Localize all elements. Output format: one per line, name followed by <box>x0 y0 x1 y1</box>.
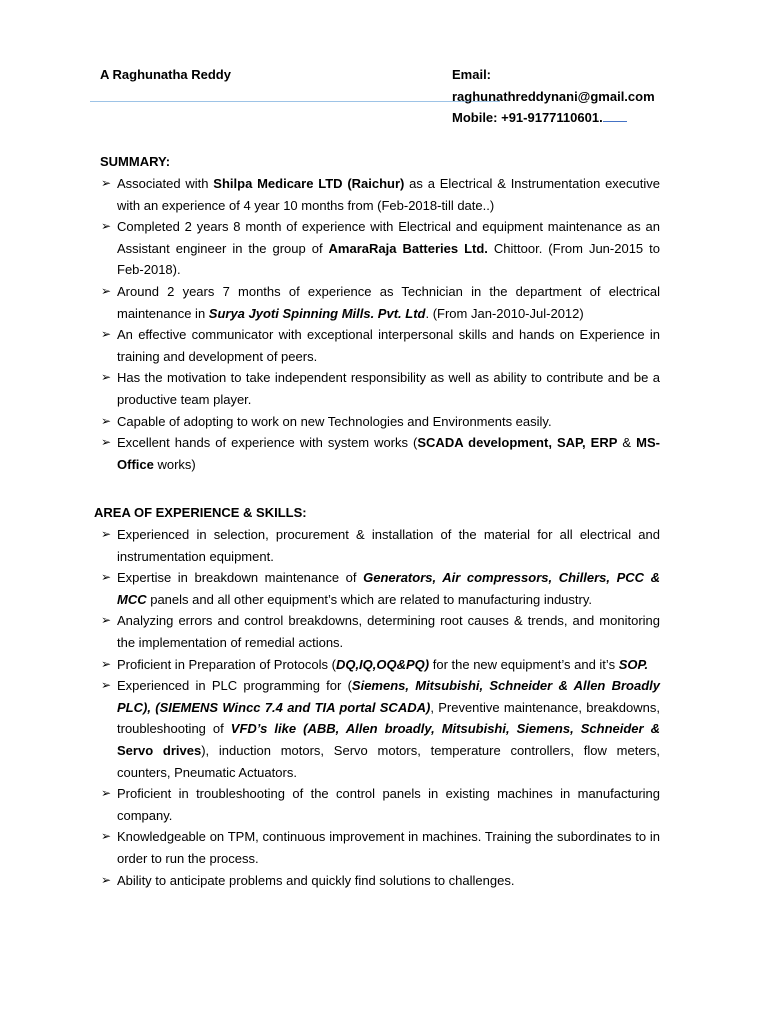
header-divider <box>90 101 500 102</box>
mobile-line <box>452 107 655 129</box>
skills-item-text: Proficient in troubleshooting of the control panels in existing machines in manufacturing company. <box>117 786 660 823</box>
summary-item-text: AmaraRaja Batteries Ltd. <box>328 240 488 256</box>
summary-item-text: Chittoor. (From Jun-2015 to Feb-2018). <box>117 240 660 278</box>
skills-item-text: Generators, Air compressors, Chillers, PCC & MCC <box>117 570 660 607</box>
candidate-name: A Raghunatha Reddy <box>100 67 231 82</box>
skills-title: AREA OF EXPERIENCE & SKILLS: <box>94 505 307 520</box>
summary-item-text: Excellent hands of experience with system works ( <box>117 435 418 451</box>
skills-item-text: Expertise in breakdown maintenance of <box>117 570 364 586</box>
bullet-arrow-icon: ➢ <box>101 413 112 428</box>
summary-title: SUMMARY: <box>100 154 171 169</box>
skills-list <box>101 524 660 891</box>
email-label: Email: <box>452 67 492 82</box>
bullet-arrow-icon: ➢ <box>101 829 112 844</box>
email-value[interactable]: raghunathreddynani@gmail.com <box>452 88 655 104</box>
skills-item-text: Analyzing errors and control breakdowns, determining root causes & trends, and monitoring the implementation of remedial actions. <box>117 613 660 650</box>
summary-list <box>101 173 660 475</box>
skills-item <box>101 826 660 869</box>
bullet-arrow-icon: ➢ <box>101 786 112 801</box>
skills-item <box>101 870 660 892</box>
skills-item-text: Experienced in PLC programming for ( <box>117 678 352 694</box>
skills-item <box>101 567 660 610</box>
summary-item-text: Has the motivation to take independent responsibility as well as ability to contribute and be a productive team player. <box>117 370 660 407</box>
summary-item-text: Around 2 years 7 months of experience as Technician in the department of electrical maintenance in <box>117 283 660 321</box>
skills-item-text: Knowledgeable on TPM, continuous improvement in machines. Training the subordinates to in order to run the process. <box>117 829 660 866</box>
summary-item <box>101 324 660 367</box>
summary-item <box>101 173 660 216</box>
summary-item-text: An effective communicator with exceptional interpersonal skills and hands on Experience in training and development of peers. <box>117 327 660 364</box>
bullet-arrow-icon: ➢ <box>101 219 112 234</box>
bullet-arrow-icon: ➢ <box>101 570 112 585</box>
summary-item-text: SCADA development, SAP, ERP <box>417 435 618 451</box>
bullet-arrow-icon: ➢ <box>101 872 112 887</box>
summary-item <box>101 432 660 475</box>
summary-item <box>101 281 660 324</box>
skills-item-text: panels and all other equipment’s which are related to manufacturing industry. <box>146 591 592 607</box>
bullet-arrow-icon: ➢ <box>101 678 112 693</box>
skills-item-text: Proficient in Preparation of Protocols ( <box>117 656 336 672</box>
skills-item-text: SOP. <box>618 656 649 672</box>
skills-item <box>101 654 660 676</box>
skills-item-text: Siemens, Mitsubishi, Schneider & Allen Broadly PLC), (SIEMENS Wincc 7.4 and TIA portal SCADA) <box>117 678 660 715</box>
skills-item <box>101 524 660 567</box>
skills-item-text: ), induction motors, Servo motors, temperature controllers, flow meters, counters, Pneumatic Actuators. <box>117 742 661 780</box>
mobile-text: Mobile: +91-9177110601. <box>452 110 603 126</box>
bullet-arrow-icon: ➢ <box>101 613 112 628</box>
summary-item-text: as a Electrical & Instrumentation executive with an experience of 4 year 10 months from (Feb-2018-till date..) <box>117 176 661 213</box>
skills-item-text: for the new equipment’s and it’s <box>429 656 619 672</box>
summary-item-text: works) <box>153 456 196 472</box>
summary-item <box>101 216 660 281</box>
summary-item-text: MS-Office <box>117 435 660 472</box>
summary-item <box>101 367 660 410</box>
bullet-arrow-icon: ➢ <box>101 370 112 385</box>
skills-item-text: Ability to anticipate problems and quickly find solutions to challenges. <box>117 872 515 888</box>
summary-item <box>101 411 660 433</box>
bullet-arrow-icon: ➢ <box>101 435 112 450</box>
skills-item <box>101 610 660 653</box>
summary-item-text: Shilpa Medicare LTD (Raichur) <box>213 176 405 191</box>
skills-item <box>101 675 660 783</box>
bullet-arrow-icon: ➢ <box>101 283 112 298</box>
summary-item-text: & <box>617 435 637 451</box>
summary-item-text: . (From Jan-2010-Jul-2012) <box>425 305 584 321</box>
summary-item-text: Surya Jyoti Spinning Mills. Pvt. Ltd <box>208 305 426 321</box>
skills-item <box>101 783 660 826</box>
bullet-arrow-icon: ➢ <box>101 176 112 190</box>
skills-item-text: , Preventive maintenance, breakdowns, troubleshooting of <box>117 699 660 737</box>
skills-item-text: VFD’s like (ABB, Allen broadly, Mitsubishi, Siemens, Schneider & <box>230 721 660 737</box>
bullet-arrow-icon: ➢ <box>101 656 112 671</box>
summary-item-text: Completed 2 years 8 month of experience with Electrical and equipment maintenance as an Assistant engineer in the group of <box>117 219 660 256</box>
summary-item-text: Capable of adopting to work on new Technologies and Environments easily. <box>117 413 552 429</box>
skills-item-text: Experienced in selection, procurement & installation of the material for all electrical and instrumentation equipment. <box>117 527 660 564</box>
skills-item-text: DQ,IQ,OQ&PQ) <box>335 656 430 672</box>
bullet-arrow-icon: ➢ <box>101 527 112 541</box>
summary-item-text: Associated with <box>117 176 214 191</box>
contact-block <box>452 64 655 129</box>
skills-item-text: Servo drives <box>117 742 202 758</box>
mobile-underline <box>603 109 627 122</box>
bullet-arrow-icon: ➢ <box>101 327 112 342</box>
